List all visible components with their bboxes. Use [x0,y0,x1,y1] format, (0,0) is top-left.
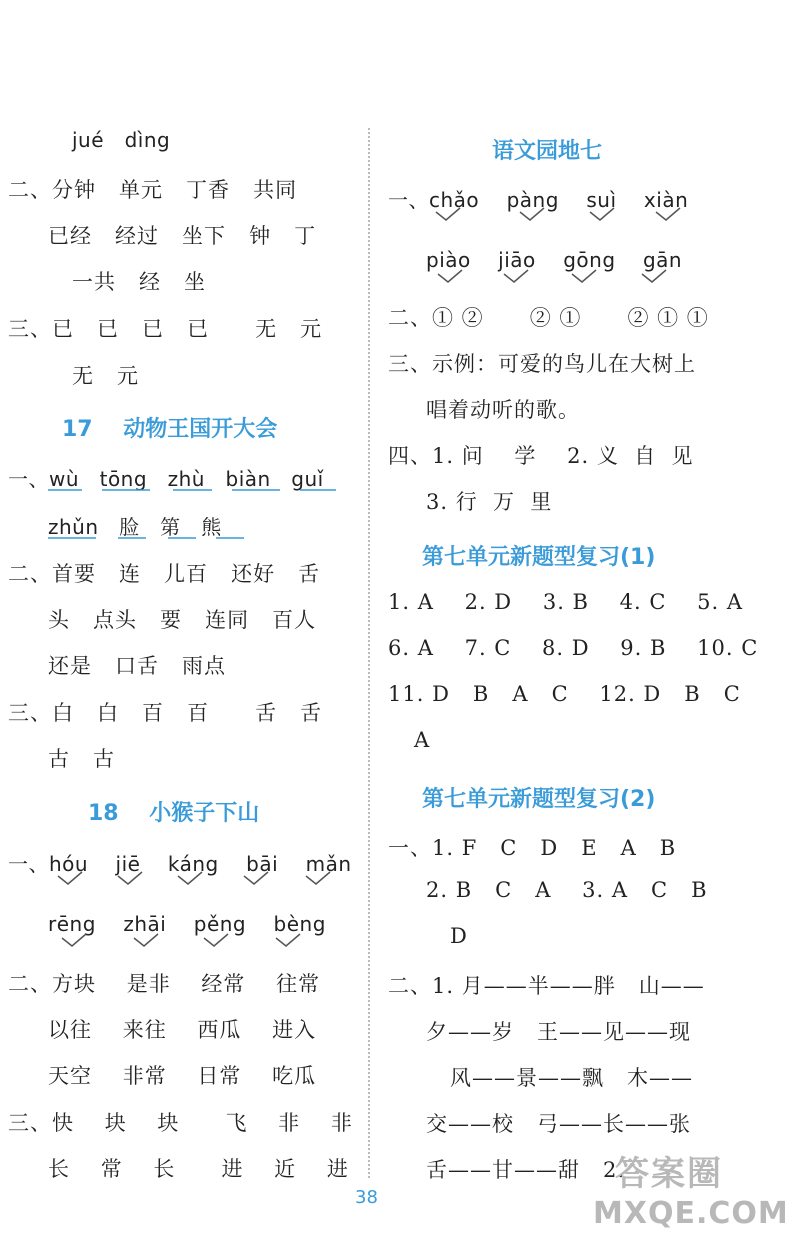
answer-line: 无 元 [72,364,140,388]
check-mark [642,270,666,282]
section-title: 语文园地七 [492,139,603,164]
page-number: 38 [355,1187,378,1208]
check-mark [244,872,268,884]
answer-line: 二、① ② ② ① ② ① ① [388,306,709,330]
answer-line: 6. A 7. C 8. D 9. B 10. C [388,636,759,660]
answer-line: 交——校 弓——长——张 [426,1112,692,1136]
check-mark [62,934,86,946]
answer-line: 四、1. 问 学 2. 义 自 见 [388,444,694,468]
answer-line: 风——景——飘 木—— [450,1066,694,1090]
answer-line: 二、首要 连 儿百 还好 舌 [8,562,321,586]
check-mark [306,872,330,884]
section-title: 第七单元新题型复习(1) [422,545,656,570]
answer-line: 还是 口舌 雨点 [48,654,227,678]
pinyin-line: piào jiāo gōng gān [426,248,683,272]
check-mark [656,208,680,220]
pinyin-line: 一、hóu jiē káng bāi mǎn [8,852,352,876]
watermark [585,1140,795,1240]
answer-line: 头 点头 要 连同 百人 [48,608,317,632]
answer-line: 长 常 长 进 近 进 [48,1157,349,1181]
answer-line: 2. B C A 3. A C B [426,878,708,902]
answer-line: 11. D B A C 12. D B C [388,682,741,706]
check-mark [204,934,228,946]
answer-line: 舌——甘——甜 2. [426,1158,626,1182]
check-mark [572,270,596,282]
answer-line: A [414,728,431,752]
check-mark [118,872,142,884]
answer-line: 3. 行 万 里 [426,490,553,514]
check-mark [590,208,614,220]
answer-line: 夕——岁 王——见——现 [426,1020,692,1044]
check-marks [380,0,800,1247]
answer-line: 二、分钟 单元 丁香 共同 [8,178,298,202]
lesson-17-title: 17 动物王国开大会 [62,417,278,442]
answer-line: 三、示例：可爱的鸟儿在大树上 [388,352,696,376]
section-title: 第七单元新题型复习(2) [422,787,656,812]
column-divider [368,128,370,1178]
check-mark [504,270,528,282]
pinyin-line: 一、chǎo pàng suì xiàn [388,188,689,212]
answer-line: 三、白 白 百 百 舌 舌 [8,701,323,725]
check-mark [520,208,544,220]
answer-line: 以往 来往 西瓜 进入 [48,1018,317,1042]
answer-line: 三、快 块 块 飞 非 非 [8,1111,353,1135]
check-mark [276,934,300,946]
check-mark [436,208,460,220]
check-mark [58,872,82,884]
watermark-logo: 答案圈 [615,1154,723,1194]
answer-line: D [450,924,468,948]
pinyin-jue-ding: jué dìng [72,128,171,152]
check-mark [178,872,202,884]
answer-line: 已经 经过 坐下 钟 丁 [48,224,317,248]
pinyin-line: rēng zhāi pěng bèng [48,912,326,936]
check-marks [0,0,365,1247]
pinyin-line: 一、wù tōng zhù biàn guǐ [8,467,324,491]
watermark-url: MXQE.COM [593,1196,789,1231]
answer-line: 一、1. F C D E A B [388,836,677,860]
answer-line: 古 古 [48,747,116,771]
pinyin-line: zhǔn 脸 第 熊 [48,515,222,539]
answer-line: 一共 经 坐 [72,270,207,294]
answer-line: 二、1. 月——半——胖 山—— [388,974,705,998]
answer-line: 三、已 已 已 已 无 元 [8,317,323,341]
lesson-18-title: 18 小猴子下山 [88,801,260,826]
answer-line: 唱着动听的歌。 [426,398,580,422]
answer-line: 1. A 2. D 3. B 4. C 5. A [388,590,744,614]
answer-line: 天空 非常 日常 吃瓜 [48,1064,317,1088]
check-mark [134,934,158,946]
check-mark [438,270,462,282]
answer-line: 二、方块 是非 经常 往常 [8,972,321,996]
